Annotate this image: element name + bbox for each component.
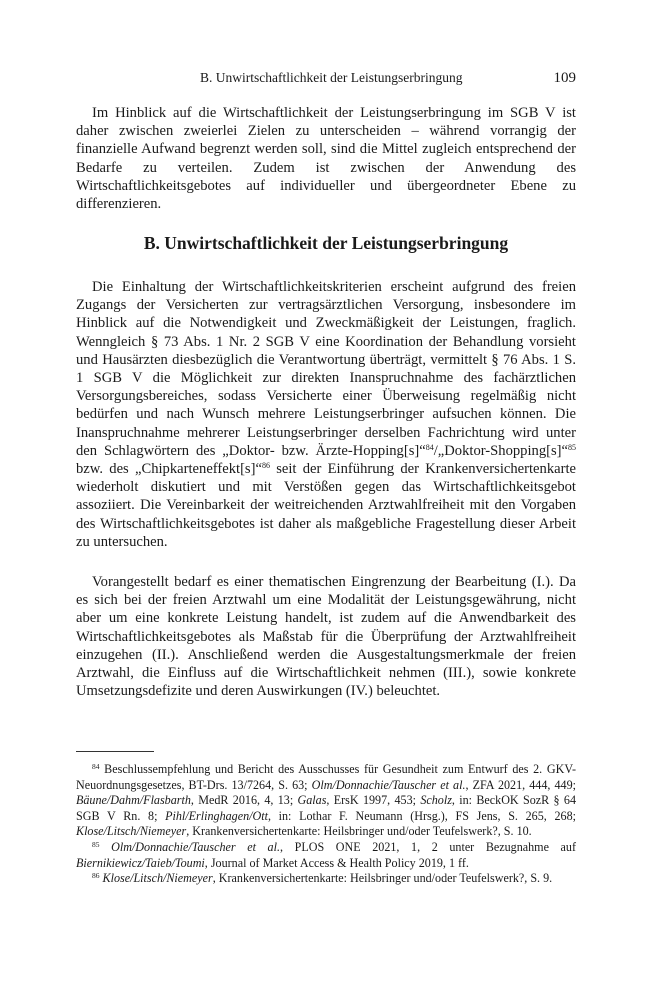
footnote-author: Olm/Donnachie/Tauscher et al.: [311, 777, 466, 792]
running-head-title: B. Unwirtschaftlichkeit der Leistungserbringung: [200, 70, 463, 85]
main-text-part1: Die Einhaltung der Wirtschaftlichkeitskriterien erscheint aufgrund des freien Zugangs der Versicherten zur vertragsärztlichen Versorgung, insbesondere im Hinblick auf die Notwendigkeit und Zweckmäßigkeit der Leistungen, fraglich. Wenngleich § 73 Abs. 1 Nr. 2 SGB V eine Koordination der Behandlung vorsieht und Hausärzten diesbezüglich die Verantwortung überträgt, vermittelt § 76 Abs. 1 S. 1 SGB V die Möglichkeit zur direkten Inanspruchnahme des fachärztlichen Versorgungsbereiches, sodass Versicherte einer Überweisung regelmäßig nicht bedürfen und nach Wunsch mehrere Leistungserbringer aufsuchen können. Die Inanspruchnahme mehrerer Leistungserbringer derselben Fachrichtung wird unter den Schlagwörtern des „Doktor- bzw. Ärzte-Hopping[s]“: [76, 279, 576, 459]
footnote-number: 84: [92, 762, 100, 771]
main-text-part3: bzw. des „Chipkarteneffekt[s]“: [76, 461, 262, 478]
footnote-text: , MedR 2016, 4, 13;: [190, 793, 298, 808]
footnote-85: [76, 840, 576, 871]
footnote-author: Pihl/Erlinghagen/Ott: [165, 808, 268, 823]
footnote-ref-86[interactable]: 86: [261, 461, 270, 471]
footnote-author: Olm/Donnachie/Tauscher et al.: [111, 839, 280, 854]
scope-paragraph: [76, 573, 576, 700]
footnote-divider: [76, 751, 154, 752]
footnote-text: , in: BeckOK SozR § 64 SGB V Rn. 8;: [76, 793, 576, 823]
footnote-text: Beschlussempfehlung und Bericht des Ausschusses für Gesundheit zum Entwurf des 2. GKV-Neuordnungsgesetzes, BT-Drs. 13/7264, S. 63;: [76, 762, 576, 792]
scope-text: Vorangestellt bedarf es einer thematischen Eingrenzung der Bearbeitung (I.). Da es sich bei der freien Arztwahl um eine Modalität der Leistungsgewährung, nicht aber um eine konkrete Leistung handelt, ist zudem auf die Anwendbarkeit des Wirtschaftlichkeitsgebotes als Maßstab für die Überprüfung der Arztwahlfreiheit einzugehen (II.). Anschließend werden die Ausgestaltungsmerkmale der freien Arztwahl, die Einfluss auf die Wirtschaftlichkeit nehmen (III.), sowie konkrete Umsetzungsdefizite und deren Auswirkungen (IV.) beleuchtet.: [76, 574, 576, 700]
footnote-text: , Krankenversichertenkarte: Heilsbringer und/oder Teufelswerk?, S. 10.: [186, 824, 532, 839]
section-heading: B. Unwirtschaftlichkeit der Leistungserbringung: [143, 233, 509, 253]
footnote-author: Scholz: [420, 793, 452, 808]
footnote-author: Galas: [297, 793, 327, 808]
footnote-86: [76, 871, 576, 887]
main-text: [76, 278, 576, 551]
footnote-number: 86: [92, 871, 100, 881]
footnote-ref-85[interactable]: 85: [568, 442, 576, 452]
footnote-author: Bäune/Dahm/Flasbarth: [76, 793, 191, 808]
footnote-text: , in: Lothar F. Neumann (Hrsg.), FS Jens, S. 265, 268;: [267, 808, 576, 823]
footnote-text: , PLOS ONE 2021, 1, 2 unter Bezugnahme auf: [279, 839, 576, 854]
footnote-text: , ZFA 2021, 444, 449;: [465, 777, 576, 792]
footnote-author: Klose/Litsch/Niemeyer: [76, 824, 187, 839]
page-number: 109: [553, 70, 576, 86]
intro-text: Im Hinblick auf die Wirtschaftlichkeit der Leistungserbringung im SGB V ist daher zwischen zweierlei Zielen zu unterscheiden – während vorrangig der finanzielle Aufwand begrenzt werden soll, sind die Mittel zugleich entsprechend der Bedarfe zu verteilen. Zudem ist zwischen der Anwendung des Wirtschaftlichkeitsgebotes auf individueller und übergeordneter Ebene zu differenzieren.: [76, 105, 576, 213]
intro-paragraph: [76, 104, 576, 213]
main-text-part2: /„Doktor-Shopping[s]“: [433, 442, 568, 459]
footnote-author: Biernikiewicz/Taieb/Toumi: [76, 855, 205, 870]
footnote-text: , ErsK 1997, 453;: [326, 793, 421, 808]
main-text-part4: seit der Einführung der Krankenversichertenkarte wiederholt diskutiert und mit Verstößen gegen das Wirtschaftlichkeitsgebot assoziiert. Die Vereinbarkeit der weitreichenden Arztwahlfreiheit mit den Vorgaben des Wirtschaftlichkeitsgebotes ist daher als maßgebliche Fragestellung dieser Arbeit zu untersuchen.: [76, 461, 576, 550]
footnote-text: , Journal of Market Access & Health Policy 2019, 1 ff.: [204, 855, 469, 870]
footnote-text: , Krankenversichertenkarte: Heilsbringer und/oder Teufelswerk?, S. 9.: [212, 871, 553, 886]
footnote-ref-84[interactable]: 84: [425, 442, 434, 452]
footnote-number: 85: [92, 839, 100, 849]
footnote-84: [76, 762, 576, 840]
footnote-author: Klose/Litsch/Niemeyer: [102, 871, 213, 886]
main-paragraph: [76, 278, 576, 551]
footnotes: [76, 762, 576, 887]
